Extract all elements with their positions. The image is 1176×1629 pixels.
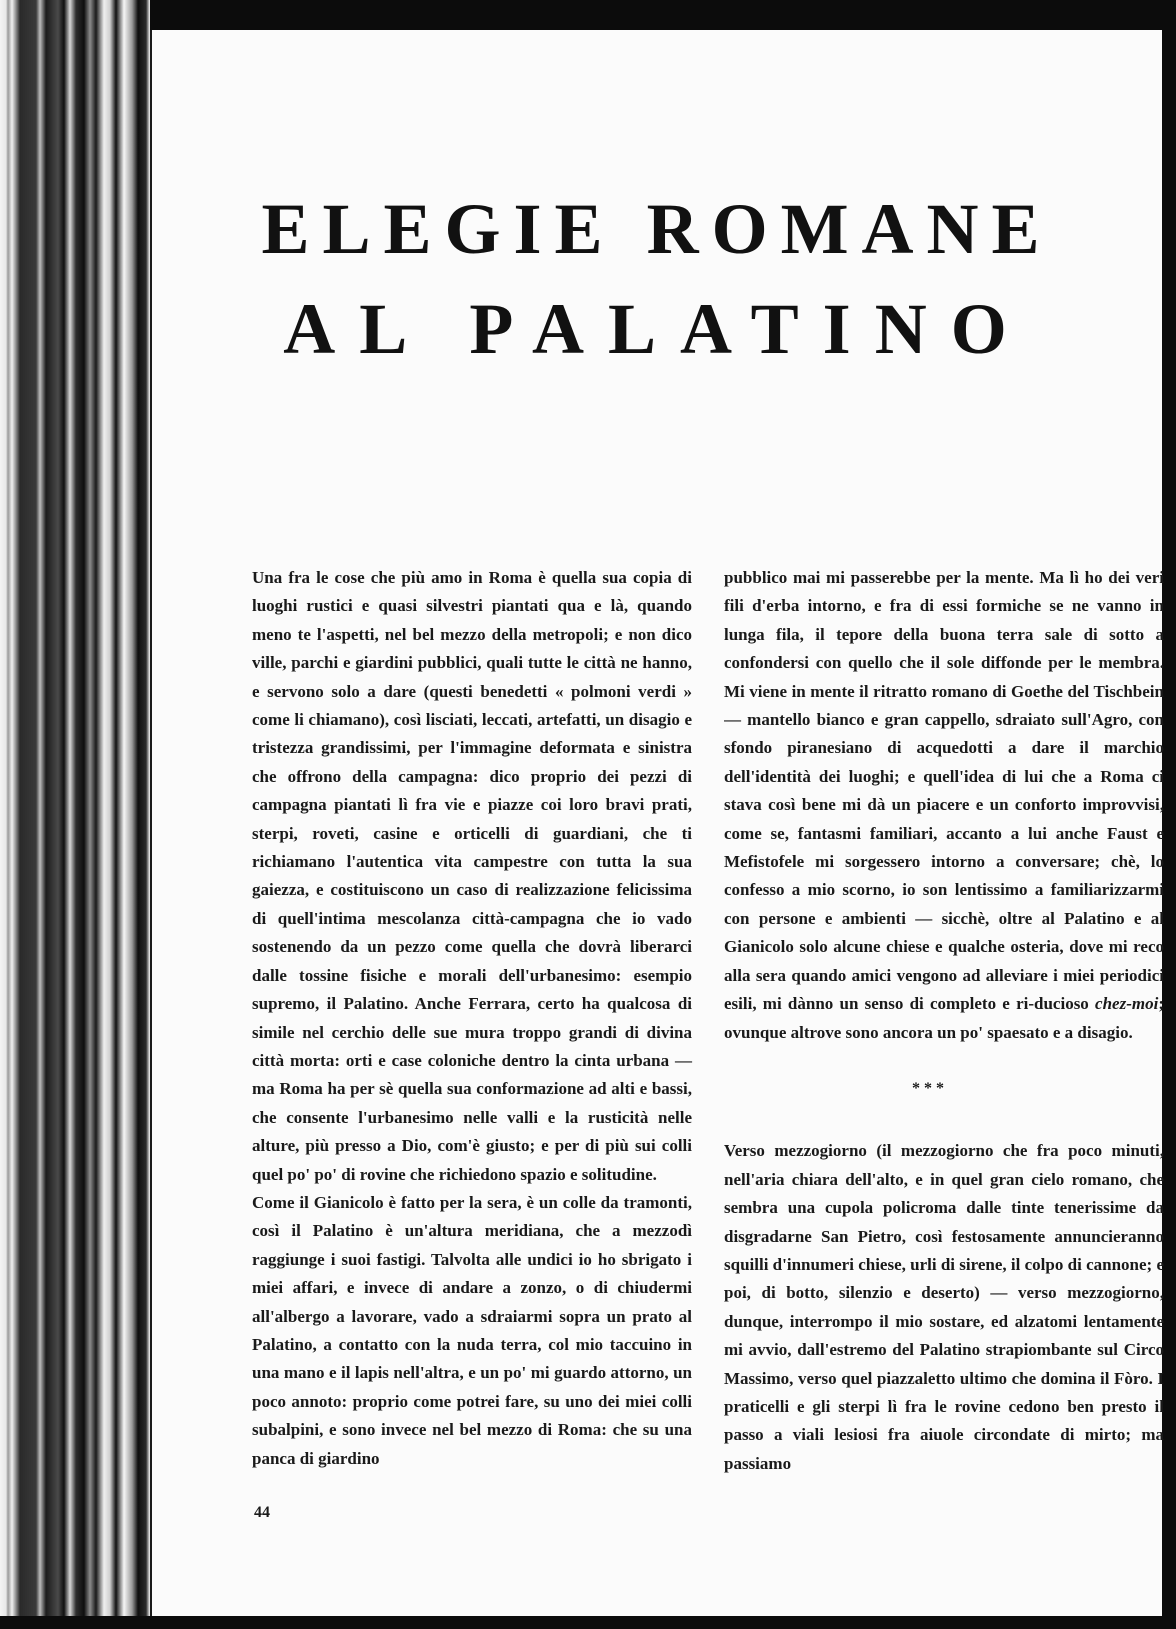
- book-page: [150, 30, 1162, 1616]
- section-separator: ***: [912, 1079, 948, 1097]
- article-title-line-2: AL PALATINO: [283, 289, 1031, 369]
- paragraph-text: pubblico mai mi passerebbe per la mente. Ma lì ho dei veri fili d'erba intorno, e fra di essi formiche se ne vanno in lunga fila, il tepore della buona terra sale di sotto a confondersi con quello che il sole diffonde per le membra. Mi viene in mente il ritratto romano di Goethe del Tischbein — mantello bianco e gran cappello, sdraiato sull'Agro, con sfondo piranesiano di acquedotti a dare il marchio dell'identità dei luoghi; e quell'idea di lui che a Roma ci stava così bene mi dà un piacere e un conforto improvvisi, come se, fantasmi familiari, accanto a lui anche Faust e Mefistofele mi sorgessero intorno a conversare; chè, lo confesso a mio scorno, io son lentissimo a familiarizzarmi con persone e ambienti — sicchè, oltre al Palatino e al Gianicolo solo alcune chiese e qualche osteria, dove mi reco alla sera quando amici vengono ad alleviare i miei periodici esili, mi dànno un senso di completo e: [724, 568, 1164, 1014]
- scan-top-border: [0, 0, 1176, 30]
- scan-bottom-border: [0, 1616, 1176, 1629]
- paragraph: Verso mezzogiorno (il mezzogiorno che fra poco minuti, nell'aria chiara dell'alto, e in quel gran cielo romano, che sembra una cupola policroma dalle tinte tenerissime da disgradarne San Pietro, così festosamente annuncieranno squilli d'innumeri chiese, urli di sirene, il colpo di cannone; e poi, di botto, silenzio e deserto) — verso mezzogiorno, dunque, interrompo il mio sostare, ed alzatomi lentamente mi avvio, dall'estremo del Palatino strapiombante sul Circo Massimo, verso quel piazzaletto ultimo che domina il Fòro. I praticelli e gli sterpi lì fra le rovine cedono ben presto il passo a viali lesiosi fra aiuole circondate di mirto; ma passiamo: [724, 1141, 1164, 1473]
- italic-phrase: chez-moi: [1095, 994, 1159, 1014]
- text-column-right: [724, 564, 1164, 1478]
- paragraph-text: ri-: [1016, 994, 1035, 1014]
- page-number: 44: [254, 1504, 270, 1521]
- paragraph: Come il Gianicolo è fatto per la sera, è un colle da tramonti, così il Palatino è un'altura meridiana, che a mezzodì raggiunge i suoi fastigi. Talvolta alle undici io ho sbrigato i miei affari, e invece di andare a zonzo, o di chiudermi all'albergo a lavorare, vado a sdraiarmi sopra un prato al Palatino, a contatto con la nuda terra, col mio taccuino in una mano e il lapis nell'altra, e un po' mi guardo attorno, un poco annoto: proprio come potrei fare, su uno dei miei colli subalpini, e sono invece nel bel mezzo di Roma: che su una panca di giardino: [252, 1192, 692, 1468]
- paragraph-text: ; ovunque altrove sono ancora un po' spaesato e a disagio.: [724, 994, 1164, 1042]
- paragraph-text: ducioso: [1034, 994, 1096, 1014]
- paragraph: [724, 564, 1164, 1047]
- paragraph: Una fra le cose che più amo in Roma è quella sua copia di luoghi rustici e quasi silvestri piantati qua e là, quando meno te l'aspetti, nel bel mezzo della metropoli; e non dico ville, parchi e giardini pubblici, quali tutte le città ne hanno, e servono solo a dare (questi benedetti « polmoni verdi » come li chiamano), così lisciati, leccati, artefatti, un disagio e tristezza grandissimi, per l'immagine deformata e sinistra che offrono della campagna: dico proprio dei pezzi di campagna piantati lì fra vie e piazze coi loro bravi prati, sterpi, roveti, casine e orticelli di guardiani, che ti richiamano l'autentica vita campestre con tutta la sua gaiezza, e costituiscono un caso di realizzazione felicissima di quell'intima mescolanza città-campagna che io vado sostenendo da un pezzo come quella che dovrà liberarci dalle tossine fisiche e morali dell'urbanesimo: esempio supremo, il Palatino. Anche Ferrara, certo ha qualcosa di simile nel cerchio delle sue mura troppo grandi di divina città morta: orti e case coloniche dentro la cinta urbana — ma Roma ha per sè quella sua conformazione ad alti e bassi, che consente l'urbanesimo nelle valli e la rusticità nelle alture, più presso a Dio, com'è giusto; e per di più sui colli quel po' po' di rovine che richiedono spazio e solitudine.: [252, 568, 692, 1184]
- book-spine-edge: [0, 0, 150, 1629]
- article-title-line-1: ELEGIE ROMANE: [261, 189, 1053, 269]
- text-column-left: [252, 564, 692, 1473]
